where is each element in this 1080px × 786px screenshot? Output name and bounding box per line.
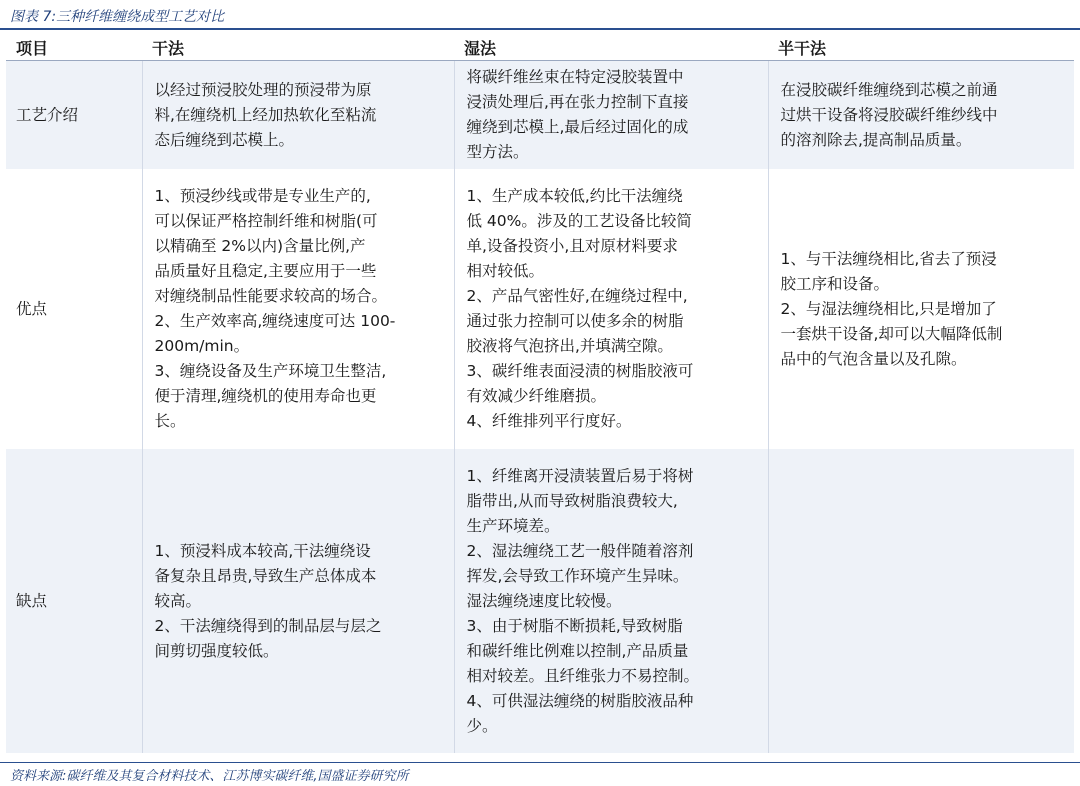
cell-wet [454, 449, 768, 753]
header-item: 项目 [6, 34, 142, 61]
cell-line: 胶液将气泡挤出,并填满空隙。 [466, 337, 673, 355]
header-semi: 半干法 [768, 34, 1074, 61]
cell-line: 单,设备投资小,且对原材料要求 [466, 237, 678, 255]
cell-line: 200m/min。 [154, 337, 250, 355]
cell-line: 以经过预浸胶处理的预浸带为原 [154, 80, 372, 99]
cell-line: 挥发,会导致工作环境产生异味。 [466, 566, 689, 585]
cell-line: 4、纤维排列平行度好。 [466, 412, 632, 430]
source-note: 资料来源:碳纤维及其复合材料技术、江苏博实碳纤维,国盛证券研究所 [10, 769, 409, 784]
cell-line: 浸渍处理后,再在张力控制下直接 [466, 93, 689, 111]
cell-line: 品中的气泡含量以及孔隙。 [780, 349, 967, 368]
figure-title: 图表 7:三种纤维缠绕成型工艺对比 [10, 9, 225, 25]
cell-line: 2、生产效率高,缠绕速度可达 100- [154, 312, 396, 330]
cell-line: 3、缠绕设备及生产环境卫生整洁, [154, 362, 387, 380]
cell-line: 2、产品气密性好,在缠绕过程中, [466, 287, 688, 305]
cell-line: 3、碳纤维表面浸渍的树脂胶液可 [466, 362, 694, 380]
cell-wet [454, 169, 768, 449]
cell-line: 将碳纤维丝束在特定浸胶装置中 [466, 68, 684, 86]
cell-line: 的溶剂除去,提高制品质量。 [780, 130, 972, 149]
cell-line: 通过张力控制可以使多余的树脂 [466, 312, 684, 330]
row-label: 缺点 [6, 449, 142, 753]
header-row [6, 34, 1074, 61]
cell-line: 低 40%。涉及的工艺设备比较简 [466, 212, 692, 230]
cell-line: 间剪切强度较低。 [154, 641, 279, 660]
cell-line: 以精确至 2%以内)含量比例,产 [154, 237, 366, 255]
cell-line: 胶工序和设备。 [780, 274, 890, 293]
row-process-intro [6, 61, 1074, 170]
cell-line: 品质量好且稳定,主要应用于一些 [154, 262, 377, 280]
cell-line: 1、与干法缠绕相比,省去了预浸 [780, 249, 997, 268]
row-disadvantages [6, 449, 1074, 753]
cell-dry [142, 169, 454, 449]
row-advantages [6, 169, 1074, 449]
cell-semi [768, 449, 1074, 753]
cell-line: 2、干法缠绕得到的制品层与层之 [154, 616, 382, 635]
title-rule [0, 28, 1080, 30]
cell-line: 可以保证严格控制纤维和树脂(可 [154, 212, 378, 230]
cell-semi [768, 61, 1074, 170]
cell-line: 较高。 [154, 591, 202, 610]
cell-line: 备复杂且昂贵,导致生产总体成本 [154, 566, 377, 585]
header-wet: 湿法 [454, 34, 768, 61]
cell-dry [142, 61, 454, 170]
row-label: 工艺介绍 [6, 61, 142, 170]
cell-semi [768, 169, 1074, 449]
cell-line: 生产环境差。 [466, 516, 560, 535]
header-dry: 干法 [142, 34, 454, 61]
cell-line: 1、预浸料成本较高,干法缠绕设 [154, 541, 371, 560]
cell-wet [454, 61, 768, 170]
cell-line: 在浸胶碳纤维缠绕到芯模之前通 [780, 80, 998, 99]
cell-line: 相对较低。 [466, 262, 545, 280]
row-label: 优点 [16, 299, 48, 318]
cell-line: 型方法。 [466, 143, 529, 161]
cell-line: 3、由于树脂不断损耗,导致树脂 [466, 616, 683, 635]
cell-line: 料,在缠绕机上经加热软化至粘流 [154, 105, 377, 124]
cell-line: 脂带出,从而导致树脂浪费较大, [466, 491, 678, 510]
cell-dry [142, 449, 454, 753]
cell-line: 对缠绕制品性能要求较高的场合。 [154, 287, 388, 305]
cell-line: 有效减少纤维磨损。 [466, 387, 607, 405]
cell-line: 过烘干设备将浸胶碳纤维纱线中 [780, 105, 998, 124]
cell-line: 2、湿法缠绕工艺一般伴随着溶剂 [466, 541, 694, 560]
cell-line: 长。 [154, 412, 186, 430]
cell-line: 2、与湿法缠绕相比,只是增加了 [780, 299, 997, 318]
cell-line: 1、预浸纱线或带是专业生产的, [154, 187, 371, 205]
comparison-table [6, 34, 1074, 753]
bottom-rule [0, 762, 1080, 763]
cell-line: 相对较差。且纤维张力不易控制。 [466, 666, 700, 685]
cell-line: 1、生产成本较低,约比干法缠绕 [466, 187, 683, 205]
cell-line: 1、纤维离开浸渍装置后易于将树 [466, 466, 694, 485]
cell-line: 和碳纤维比例难以控制,产品质量 [466, 641, 689, 660]
cell-line: 少。 [466, 716, 498, 735]
cell-line: 便于清理,缠绕机的使用寿命也更 [154, 387, 377, 405]
cell-line: 湿法缠绕速度比较慢。 [466, 591, 622, 610]
cell-line: 4、可供湿法缠绕的树脂胶液品种 [466, 691, 694, 710]
cell-line: 一套烘干设备,却可以大幅降低制 [780, 324, 1003, 343]
cell-line: 态后缠绕到芯模上。 [154, 130, 295, 149]
cell-line: 缠绕到芯模上,最后经过固化的成 [466, 118, 689, 136]
